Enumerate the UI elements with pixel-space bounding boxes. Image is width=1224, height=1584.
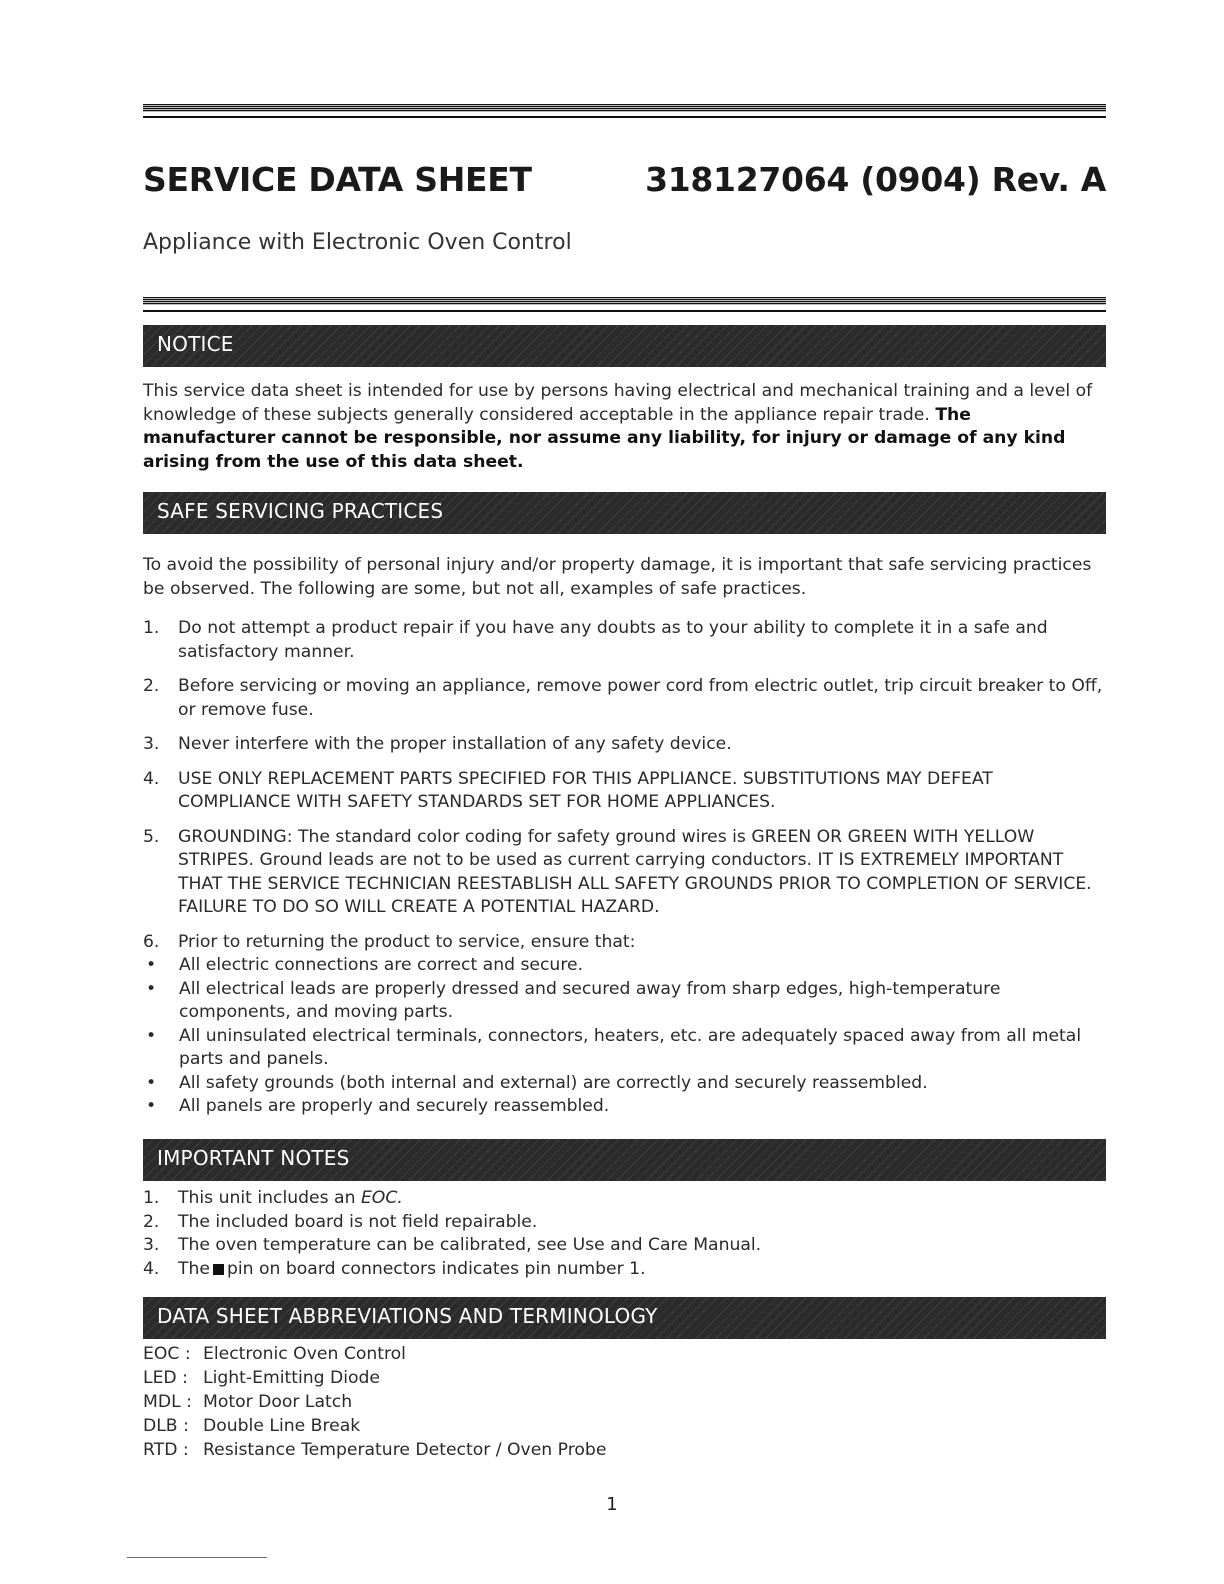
list-item xyxy=(143,1234,1106,1258)
document-title: SERVICE DATA SHEET xyxy=(143,160,532,199)
list-item xyxy=(143,931,1106,1119)
checklist-text: All safety grounds (both internal and external) are correctly and securely reassembled. xyxy=(179,1072,928,1093)
important-notes-list xyxy=(143,1187,1106,1281)
abbreviation-definition: Double Line Break xyxy=(203,1416,361,1436)
bullet-icon: • xyxy=(146,955,157,975)
important-notes-heading-bar xyxy=(143,1139,1106,1181)
document-number: 318127064 (0904) Rev. A xyxy=(645,160,1106,199)
safe-practices-intro: To avoid the possibility of personal injury and/or property damage, it is important that safe servicing practices be observed. The following are some, but not all, examples of safe practices. xyxy=(143,555,1092,599)
list-item xyxy=(143,733,1106,757)
top-rule-thin xyxy=(143,116,1106,118)
item-text-wrap xyxy=(143,1258,1106,1282)
safe-practices-heading: SAFE SERVICING PRACTICES xyxy=(157,499,444,523)
item-text: GROUNDING: The standard color coding for safety ground wires is GREEN OR GREEN WITH YELLOW STRIPES. Ground leads are not to be used as current carrying conductors. IT IS EXTREMELY IMPORTANT THAT THE SERVICE TECHNICIAN REESTABLISH ALL SAFETY GROUNDS PRIOR TO COMPLETION OF SERVICE. FAILURE TO DO SO WILL CREATE A POTENTIAL HAZARD. xyxy=(178,826,1092,917)
item-number: 1. xyxy=(143,618,160,638)
item-number: 2. xyxy=(143,1211,160,1232)
abbreviation-row xyxy=(143,1390,1106,1414)
item-text: Do not attempt a product repair if you have any doubts as to your ability to complete it in a safe and satisfactory manner. xyxy=(178,618,1048,662)
list-item xyxy=(143,675,1106,722)
list-item xyxy=(143,1258,1106,1282)
abbreviation-row xyxy=(143,1342,1106,1366)
item-number: 1. xyxy=(143,1188,160,1208)
item-number: 4. xyxy=(143,768,160,789)
abbreviation-row xyxy=(143,1438,1106,1462)
item-text: USE ONLY REPLACEMENT PARTS SPECIFIED FOR THIS APPLIANCE. SUBSTITUTIONS MAY DEFEAT COMPLIANCE WITH SAFETY STANDARDS SET FOR HOME APPLIANCES. xyxy=(178,768,993,812)
checklist-item xyxy=(143,1025,1106,1072)
abbreviation-code: EOC : xyxy=(143,1344,191,1364)
item-text-wrap xyxy=(143,1187,1106,1211)
notice-text: This service data sheet is intended for use by persons having electrical and mechanical training and a level of knowledge of these subjects generally considered acceptable in the appliance repair trade. xyxy=(143,381,1093,425)
item-number: 3. xyxy=(143,734,160,754)
list-item xyxy=(143,617,1106,664)
item-text: Before servicing or moving an appliance, remove power cord from electric outlet, trip circuit breaker to Off, or remove fuse. xyxy=(178,676,1103,720)
list-item xyxy=(143,1211,1106,1235)
item-text: Prior to returning the product to service, ensure that: xyxy=(178,931,636,952)
top-rule xyxy=(143,104,1106,112)
item-number: 4. xyxy=(143,1258,160,1279)
item-number: 3. xyxy=(143,1235,160,1255)
checklist xyxy=(143,954,1106,1119)
list-item xyxy=(143,1187,1106,1211)
checklist-text: All panels are properly and securely reassembled. xyxy=(179,1096,610,1116)
pin-square-icon xyxy=(213,1264,224,1275)
checklist-item xyxy=(143,954,1106,978)
abbreviation-definition: Light-Emitting Diode xyxy=(203,1368,381,1388)
abbreviations-heading: DATA SHEET ABBREVIATIONS AND TERMINOLOGY xyxy=(157,1304,658,1328)
list-item xyxy=(143,768,1106,815)
abbreviation-definition: Resistance Temperature Detector / Oven Probe xyxy=(203,1440,607,1460)
abbreviation-code: MDL : xyxy=(143,1392,192,1412)
notice-paragraph xyxy=(143,380,1106,474)
item-text: The included board is not field repairable. xyxy=(178,1211,538,1232)
abbreviation-definition: Electronic Oven Control xyxy=(203,1344,406,1364)
checklist-text: All electric connections are correct and secure. xyxy=(179,955,584,975)
checklist-item xyxy=(143,1072,1106,1096)
notice-heading: NOTICE xyxy=(157,332,234,356)
bullet-icon: • xyxy=(146,978,157,999)
important-notes-heading: IMPORTANT NOTES xyxy=(157,1146,350,1170)
item-text: Never interfere with the proper installation of any safety device. xyxy=(178,734,732,754)
bullet-icon: • xyxy=(146,1025,157,1046)
abbreviation-definition: Motor Door Latch xyxy=(203,1392,353,1412)
bullet-icon: • xyxy=(146,1096,157,1116)
notice-disclaimer: The manufacturer cannot be responsible, nor assume any liability, for injury or damage of any kind arising from the use of this data sheet. xyxy=(143,404,1066,472)
notice-heading-bar xyxy=(143,325,1106,367)
item-text: This unit includes an xyxy=(178,1188,361,1208)
bullet-icon: • xyxy=(146,1072,157,1093)
item-text: pin on board connectors indicates pin number 1. xyxy=(226,1258,646,1279)
list-item xyxy=(143,826,1106,920)
safe-practices-heading-bar xyxy=(143,492,1106,534)
footer-link-line xyxy=(127,1557,267,1558)
abbreviation-row xyxy=(143,1366,1106,1390)
abbreviations-list xyxy=(143,1342,1106,1462)
item-number: 6. xyxy=(143,931,160,952)
header-rule xyxy=(143,297,1106,305)
item-text: The oven temperature can be calibrated, see Use and Care Manual. xyxy=(178,1235,762,1255)
header-rule-thin xyxy=(143,310,1106,312)
checklist-text: All electrical leads are properly dressed and secured away from sharp edges, high-temperature components, and moving parts. xyxy=(179,978,1001,1022)
abbreviation-code: DLB : xyxy=(143,1416,189,1436)
checklist-item xyxy=(143,1095,1106,1119)
safe-practices-list xyxy=(143,617,1106,1130)
item-number: 2. xyxy=(143,676,160,696)
checklist-text: All uninsulated electrical terminals, connectors, heaters, etc. are adequately spaced away from all metal parts and panels. xyxy=(179,1025,1082,1069)
abbreviation-code: RTD : xyxy=(143,1440,189,1460)
item-number: 5. xyxy=(143,826,160,847)
document-subtitle: Appliance with Electronic Oven Control xyxy=(143,230,572,255)
item-emphasis: EOC. xyxy=(360,1188,403,1208)
item-text: The xyxy=(178,1258,210,1279)
page-number: 1 xyxy=(606,1494,618,1515)
abbreviations-heading-bar xyxy=(143,1297,1106,1339)
checklist-item xyxy=(143,978,1106,1025)
abbreviation-row xyxy=(143,1414,1106,1438)
abbreviation-code: LED : xyxy=(143,1368,188,1388)
